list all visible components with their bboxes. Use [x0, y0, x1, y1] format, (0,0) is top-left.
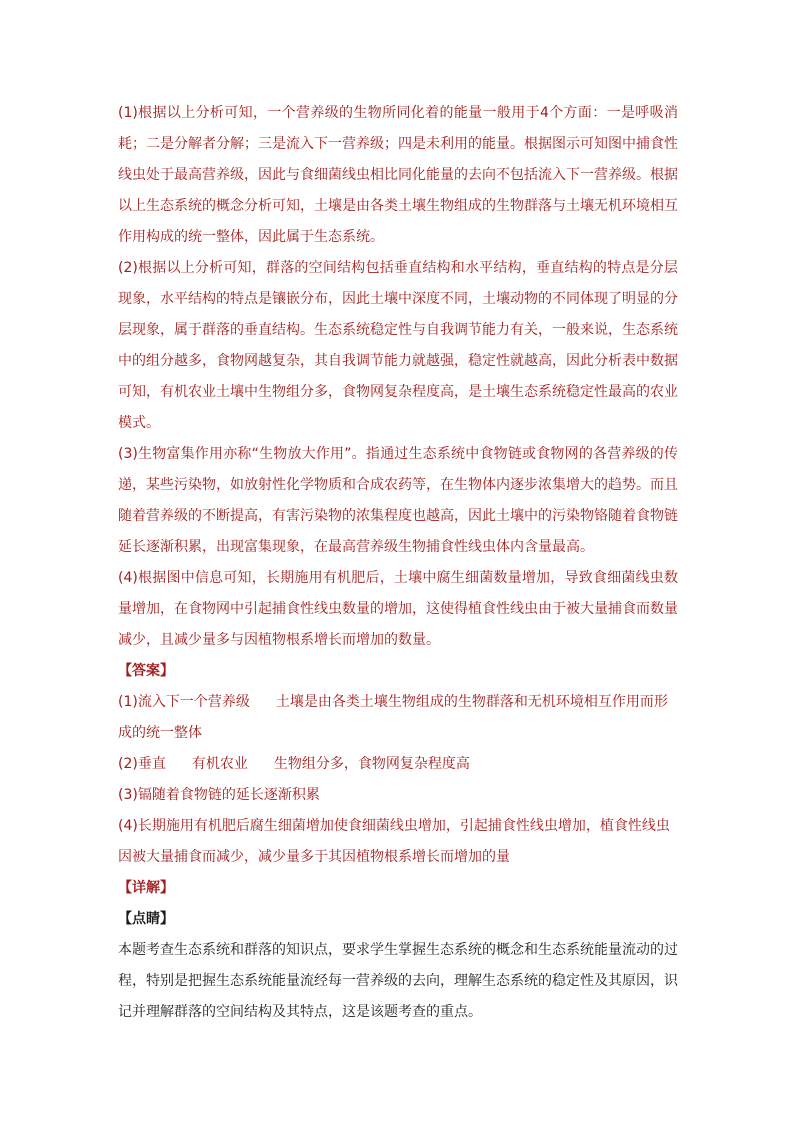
answer-3: (3)镉随着食物链的延长逐渐积累: [118, 787, 320, 803]
answer-2-part-3: 生物组分多，食物网复杂程度高: [273, 756, 470, 772]
detail-heading: 【详解】: [118, 880, 174, 896]
answer-1-part-1: (1)流入下一个营养级: [118, 694, 250, 710]
answer-2: [118, 749, 678, 780]
answer-2-part-1: (2)垂直: [118, 756, 166, 772]
analysis-paragraph-3: (3)生物富集作用亦称“生物放大作用”。指通过生态系统中食物链或食物网的各营养级的传递，某些污染物，如放射性化学物质和合成农药等，在生物体内逐步浓集增大的趋势。而且随着营养级的不断提高，有害污染物的浓集程度也越高，因此土壤中的污染物铬随着食物链延长逐渐积累，出现富集现象，在最高营养级生物捕食性线虫体内含量最高。: [118, 446, 678, 555]
answer-4: (4)长期施用有机肥后腐生细菌增加使食细菌线虫增加，引起捕食性线虫增加，植食性线虫因被大量捕食而减少，减少量多于其因植物根系增长而增加的量: [118, 818, 670, 865]
answer-1-part-2: 土壤是由各类土壤生物组成的生物群落和无机环境相互作用而形成的统一整体: [118, 694, 668, 741]
answer-2-part-2: 有机农业: [191, 756, 248, 772]
answer-1: [118, 687, 678, 749]
analysis-paragraph-1: (1)根据以上分析可知，一个营养级的生物所同化着的能量一般用于4个方面：一是呼吸消耗；二是分解者分解；三是流入下一营养级；四是未利用的能量。根据图示可知图中捕食性线虫处于最高营养级，因此与食细菌线虫相比同化能量的去向不包括流入下一营养级。根据以上生态系统的概念分析可知，土壤是由各类土壤生物组成的生物群落与土壤无机环境相互作用构成的统一整体，因此属于生态系统。: [118, 105, 678, 245]
answer-heading: 【答案】: [118, 663, 174, 679]
analysis-paragraph-2: (2)根据以上分析可知，群落的空间结构包括垂直结构和水平结构，垂直结构的特点是分层现象，水平结构的特点是镶嵌分布，因此土壤中深度不同，土壤动物的不同体现了明显的分层现象，属于群落的垂直结构。生态系统稳定性与自我调节能力有关，一般来说，生态系统中的组分越多，食物网越复杂，其自我调节能力就越强，稳定性就越高，因此分析表中数据可知，有机农业土壤中生物组分多，食物网复杂程度高，是土壤生态系统稳定性最高的农业模式。: [118, 260, 678, 431]
comment-heading: 【点睛】: [118, 911, 174, 927]
comment-paragraph: 本题考查生态系统和群落的知识点，要求学生掌握生态系统的概念和生态系统能量流动的过程，特别是把握生态系统能量流经每一营养级的去向，理解生态系统的稳定性及其原因，识记并理解群落的空间结构及其特点，这是该题考查的重点。: [118, 942, 678, 1020]
analysis-paragraph-4: (4)根据图中信息可知，长期施用有机肥后，土壤中腐生细菌数量增加，导致食细菌线虫数量增加，在食物网中引起捕食性线虫数量的增加，这使得植食性线虫由于被大量捕食而数量减少，且减少量多与因植物根系增长而增加的数量。: [118, 570, 678, 648]
